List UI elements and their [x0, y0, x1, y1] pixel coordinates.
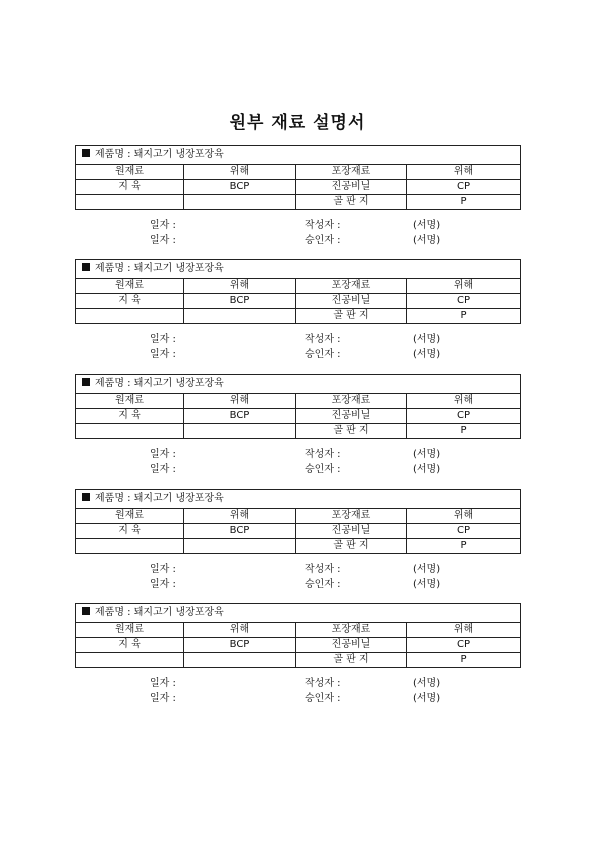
header-row [76, 394, 521, 409]
writer-label: 작성자 : [305, 334, 341, 345]
header-packaging-material: 포장재료 [296, 394, 407, 409]
signature-label: (서명) [413, 220, 441, 231]
approver-label: 승인자 : [305, 235, 341, 246]
signature-area [75, 554, 520, 588]
hazard-cell [184, 653, 296, 668]
approver-label: 승인자 : [305, 579, 341, 590]
packaging-cell: 진공비닐 [296, 294, 407, 309]
hazard-cell: P [407, 424, 521, 439]
table-row [76, 195, 521, 210]
black-square-icon [82, 493, 90, 501]
black-square-icon [82, 378, 90, 386]
header-hazard: 위해 [407, 165, 521, 180]
product-name: 제품명 : 돼지고기 냉장포장육 [95, 493, 224, 504]
hazard-cell [184, 539, 296, 554]
raw-material-cell: 지 육 [76, 638, 184, 653]
header-row [76, 165, 521, 180]
signature-area [75, 210, 520, 244]
product-name: 제품명 : 돼지고기 냉장포장육 [95, 149, 224, 160]
material-spec-table [75, 374, 521, 439]
product-name: 제품명 : 돼지고기 냉장포장육 [95, 378, 224, 389]
header-raw-material: 원재료 [76, 509, 184, 524]
hazard-cell: P [407, 195, 521, 210]
approver-label: 승인자 : [305, 693, 341, 704]
material-spec-block [75, 603, 520, 702]
date-label: 일자 : [150, 579, 176, 590]
material-spec-table [75, 603, 521, 668]
product-name-cell [76, 604, 521, 623]
material-spec-table [75, 489, 521, 554]
packaging-cell: 진공비닐 [296, 524, 407, 539]
approver-label: 승인자 : [305, 349, 341, 360]
header-raw-material: 원재료 [76, 279, 184, 294]
black-square-icon [82, 263, 90, 271]
signature-area [75, 324, 520, 358]
signature-label: (서명) [413, 235, 441, 246]
raw-material-cell [76, 309, 184, 324]
black-square-icon [82, 149, 90, 157]
raw-material-cell: 지 육 [76, 294, 184, 309]
signature-label: (서명) [413, 678, 441, 689]
raw-material-cell [76, 424, 184, 439]
date-label: 일자 : [150, 449, 176, 460]
header-packaging-material: 포장재료 [296, 279, 407, 294]
date-label: 일자 : [150, 564, 176, 575]
hazard-cell: BCP [184, 638, 296, 653]
header-hazard: 위해 [184, 279, 296, 294]
packaging-cell: 골 판 지 [296, 195, 407, 210]
writer-label: 작성자 : [305, 564, 341, 575]
header-row [76, 509, 521, 524]
signature-label: (서명) [413, 693, 441, 704]
header-raw-material: 원재료 [76, 623, 184, 638]
date-label: 일자 : [150, 693, 176, 704]
header-hazard: 위해 [407, 623, 521, 638]
raw-material-cell [76, 539, 184, 554]
hazard-cell: P [407, 539, 521, 554]
raw-material-cell [76, 195, 184, 210]
header-hazard: 위해 [184, 394, 296, 409]
product-name: 제품명 : 돼지고기 냉장포장육 [95, 263, 224, 274]
hazard-cell: BCP [184, 294, 296, 309]
packaging-cell: 진공비닐 [296, 180, 407, 195]
product-name: 제품명 : 돼지고기 냉장포장육 [95, 607, 224, 618]
signature-label: (서명) [413, 464, 441, 475]
table-row [76, 180, 521, 195]
header-raw-material: 원재료 [76, 394, 184, 409]
signature-label: (서명) [413, 564, 441, 575]
table-row [76, 638, 521, 653]
writer-label: 작성자 : [305, 678, 341, 689]
hazard-cell [184, 424, 296, 439]
table-row [76, 653, 521, 668]
hazard-cell: CP [407, 524, 521, 539]
header-packaging-material: 포장재료 [296, 509, 407, 524]
raw-material-cell: 지 육 [76, 524, 184, 539]
header-hazard: 위해 [407, 279, 521, 294]
product-name-cell [76, 146, 521, 165]
hazard-cell: BCP [184, 409, 296, 424]
date-label: 일자 : [150, 678, 176, 689]
black-square-icon [82, 607, 90, 615]
writer-label: 작성자 : [305, 220, 341, 231]
packaging-cell: 골 판 지 [296, 424, 407, 439]
header-hazard: 위해 [407, 509, 521, 524]
header-hazard: 위해 [184, 165, 296, 180]
hazard-cell [184, 195, 296, 210]
material-spec-block [75, 145, 520, 244]
header-packaging-material: 포장재료 [296, 165, 407, 180]
hazard-cell: CP [407, 409, 521, 424]
hazard-cell: CP [407, 638, 521, 653]
hazard-cell: BCP [184, 180, 296, 195]
product-name-cell [76, 375, 521, 394]
material-spec-block [75, 259, 520, 358]
packaging-cell: 골 판 지 [296, 653, 407, 668]
hazard-cell: CP [407, 294, 521, 309]
material-spec-block [75, 489, 520, 588]
date-label: 일자 : [150, 349, 176, 360]
date-label: 일자 : [150, 464, 176, 475]
table-row [76, 524, 521, 539]
page-title: 원부 재료 설명서 [229, 113, 366, 133]
hazard-cell: CP [407, 180, 521, 195]
table-row [76, 409, 521, 424]
date-label: 일자 : [150, 334, 176, 345]
raw-material-cell: 지 육 [76, 180, 184, 195]
header-row [76, 279, 521, 294]
raw-material-cell: 지 육 [76, 409, 184, 424]
header-hazard: 위해 [184, 623, 296, 638]
packaging-cell: 골 판 지 [296, 309, 407, 324]
header-row [76, 623, 521, 638]
signature-label: (서명) [413, 449, 441, 460]
packaging-cell: 진공비닐 [296, 409, 407, 424]
hazard-cell: BCP [184, 524, 296, 539]
packaging-cell: 골 판 지 [296, 539, 407, 554]
table-row [76, 294, 521, 309]
hazard-cell: P [407, 653, 521, 668]
material-spec-table [75, 145, 521, 210]
signature-area [75, 439, 520, 473]
material-spec-block [75, 374, 520, 473]
signature-label: (서명) [413, 334, 441, 345]
raw-material-cell [76, 653, 184, 668]
product-name-cell [76, 490, 521, 509]
signature-label: (서명) [413, 349, 441, 360]
writer-label: 작성자 : [305, 449, 341, 460]
table-row [76, 539, 521, 554]
date-label: 일자 : [150, 235, 176, 246]
header-hazard: 위해 [407, 394, 521, 409]
approver-label: 승인자 : [305, 464, 341, 475]
product-name-cell [76, 260, 521, 279]
signature-area [75, 668, 520, 702]
table-row [76, 309, 521, 324]
header-packaging-material: 포장재료 [296, 623, 407, 638]
date-label: 일자 : [150, 220, 176, 231]
signature-label: (서명) [413, 579, 441, 590]
header-hazard: 위해 [184, 509, 296, 524]
header-raw-material: 원재료 [76, 165, 184, 180]
hazard-cell [184, 309, 296, 324]
hazard-cell: P [407, 309, 521, 324]
table-row [76, 424, 521, 439]
material-spec-table [75, 259, 521, 324]
packaging-cell: 진공비닐 [296, 638, 407, 653]
